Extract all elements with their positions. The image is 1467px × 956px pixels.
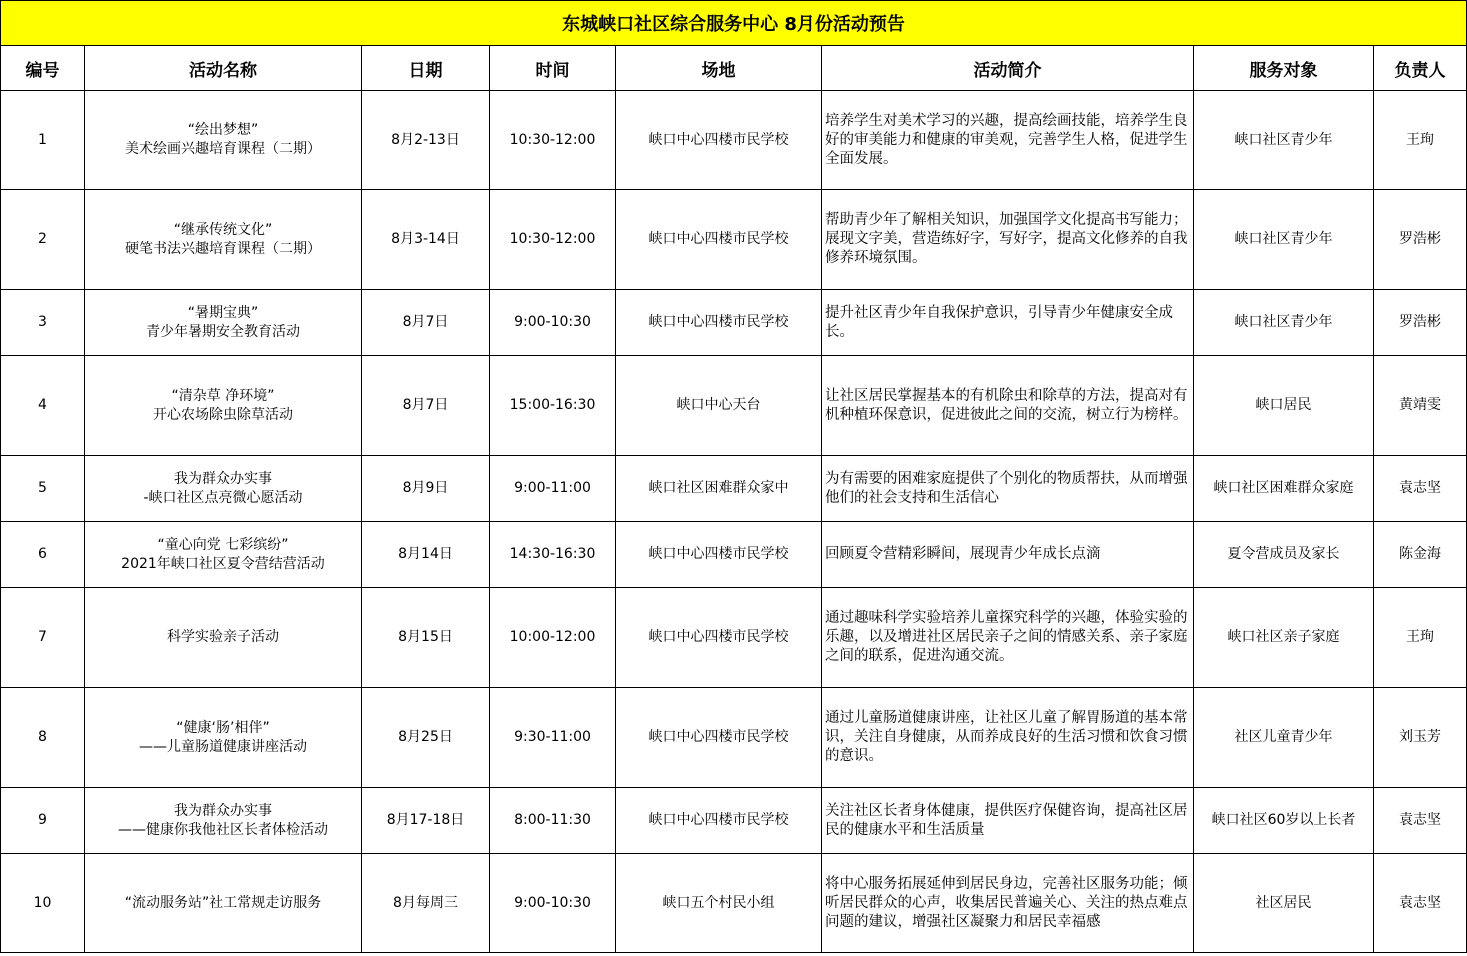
cell-desc: 为有需要的困难家庭提供了个别化的物质帮扶，从而增强他们的社会支持和生活信心	[822, 456, 1194, 522]
cell-desc: 通过儿童肠道健康讲座，让社区儿童了解胃肠道的基本常识，关注自身健康，从而养成良好的生活习惯和饮食习惯的意识。	[822, 688, 1194, 788]
table-row	[1, 588, 1467, 688]
cell-target: 峡口社区亲子家庭	[1194, 588, 1374, 688]
cell-venue: 峡口中心四楼市民学校	[616, 522, 822, 588]
cell-no: 4	[1, 356, 85, 456]
cell-venue: 峡口中心四楼市民学校	[616, 588, 822, 688]
cell-time: 9:00-10:30	[490, 854, 616, 953]
header-desc: 活动简介	[822, 46, 1194, 91]
cell-owner: 黄靖雯	[1374, 356, 1467, 456]
cell-venue: 峡口中心四楼市民学校	[616, 91, 822, 190]
cell-target: 峡口社区60岁以上长者	[1194, 788, 1374, 854]
cell-desc: 帮助青少年了解相关知识，加强国学文化提高书写能力；展现文字美，营造练好字，写好字，提高文化修养的自我修养环境氛围。	[822, 190, 1194, 290]
activity-name-line2: 开心农场除虫除草活动	[153, 406, 293, 423]
cell-target: 峡口居民	[1194, 356, 1374, 456]
cell-time: 10:30-12:00	[490, 91, 616, 190]
activity-name-line2: 硬笔书法兴趣培育课程（二期）	[125, 240, 321, 257]
cell-date: 8月25日	[362, 688, 490, 788]
header-name: 活动名称	[85, 46, 362, 91]
activity-name-line2: -峡口社区点亮微心愿活动	[143, 489, 303, 506]
cell-owner: 袁志坚	[1374, 456, 1467, 522]
cell-owner: 刘玉芳	[1374, 688, 1467, 788]
header-owner: 负责人	[1374, 46, 1467, 91]
table-row	[1, 688, 1467, 788]
cell-time: 8:00-11:30	[490, 788, 616, 854]
cell-owner: 陈金海	[1374, 522, 1467, 588]
cell-owner: 王珣	[1374, 588, 1467, 688]
cell-name	[85, 190, 362, 290]
cell-time: 10:00-12:00	[490, 588, 616, 688]
cell-name	[85, 588, 362, 688]
header-date: 日期	[362, 46, 490, 91]
header-row	[1, 46, 1467, 91]
header-no: 编号	[1, 46, 85, 91]
cell-name	[85, 356, 362, 456]
activity-name-line1: “健康‘肠’相伴”	[176, 719, 270, 736]
table-row	[1, 190, 1467, 290]
cell-no: 5	[1, 456, 85, 522]
activity-name-line2: ——健康你我他社区长者体检活动	[118, 821, 328, 838]
cell-no: 1	[1, 91, 85, 190]
cell-time: 10:30-12:00	[490, 190, 616, 290]
cell-date: 8月3-14日	[362, 190, 490, 290]
cell-venue: 峡口中心天台	[616, 356, 822, 456]
cell-target: 峡口社区青少年	[1194, 290, 1374, 356]
table-row	[1, 356, 1467, 456]
cell-venue: 峡口中心四楼市民学校	[616, 688, 822, 788]
cell-target: 社区居民	[1194, 854, 1374, 953]
table-row	[1, 91, 1467, 190]
cell-desc: 关注社区长者身体健康，提供医疗保健咨询，提高社区居民的健康水平和生活质量	[822, 788, 1194, 854]
activity-name-line1: 我为群众办实事	[174, 470, 272, 487]
cell-no: 2	[1, 190, 85, 290]
cell-name	[85, 788, 362, 854]
cell-owner: 袁志坚	[1374, 854, 1467, 953]
cell-name	[85, 522, 362, 588]
activity-name-line1: “绘出梦想”	[187, 122, 259, 138]
activity-name-line1: “童心向党 七彩缤纷”	[157, 536, 289, 553]
header-venue: 场地	[616, 46, 822, 91]
table-row	[1, 290, 1467, 356]
activity-name-line2: 美术绘画兴趣培育课程（二期）	[125, 141, 321, 157]
cell-desc: 将中心服务拓展延伸到居民身边，完善社区服务功能；倾听居民群众的心声，收集居民普遍关心、关注的热点难点问题的建议，增强社区凝聚力和居民幸福感	[822, 854, 1194, 953]
cell-no: 7	[1, 588, 85, 688]
cell-target: 峡口社区困难群众家庭	[1194, 456, 1374, 522]
activity-name-line2: 青少年暑期安全教育活动	[146, 323, 300, 340]
cell-owner: 罗浩彬	[1374, 190, 1467, 290]
cell-target: 社区儿童青少年	[1194, 688, 1374, 788]
table-row	[1, 854, 1467, 953]
cell-venue: 峡口中心四楼市民学校	[616, 290, 822, 356]
cell-date: 8月2-13日	[362, 91, 490, 190]
cell-time: 14:30-16:30	[490, 522, 616, 588]
cell-owner: 王珣	[1374, 91, 1467, 190]
cell-name	[85, 290, 362, 356]
table-row	[1, 522, 1467, 588]
activity-name-line1: “清杂草 净环境”	[171, 387, 275, 404]
cell-date: 8月7日	[362, 356, 490, 456]
cell-venue: 峡口中心四楼市民学校	[616, 788, 822, 854]
cell-venue: 峡口五个村民小组	[616, 854, 822, 953]
header-target: 服务对象	[1194, 46, 1374, 91]
cell-venue: 峡口社区困难群众家中	[616, 456, 822, 522]
cell-time: 9:30-11:00	[490, 688, 616, 788]
cell-no: 8	[1, 688, 85, 788]
cell-date: 8月9日	[362, 456, 490, 522]
activity-name-line1: “流动服务站”社工常规走访服务	[124, 894, 322, 911]
header-time: 时间	[490, 46, 616, 91]
activity-name-line1: 我为群众办实事	[174, 802, 272, 819]
table-row	[1, 788, 1467, 854]
activity-name-line1: “继承传统文化”	[173, 221, 273, 238]
cell-owner: 袁志坚	[1374, 788, 1467, 854]
cell-date: 8月15日	[362, 588, 490, 688]
cell-name	[85, 91, 362, 190]
cell-desc: 通过趣味科学实验培养儿童探究科学的兴趣，体验实验的乐趣，以及增进社区居民亲子之间的情感关系、亲子家庭之间的联系，促进沟通交流。	[822, 588, 1194, 688]
cell-name	[85, 688, 362, 788]
cell-time: 15:00-16:30	[490, 356, 616, 456]
cell-desc: 培养学生对美术学习的兴趣，提高绘画技能，培养学生良好的审美能力和健康的审美观，完善学生人格，促进学生全面发展。	[822, 91, 1194, 190]
table-title: 东城峡口社区综合服务中心 8月份活动预告	[1, 1, 1467, 46]
cell-target: 峡口社区青少年	[1194, 190, 1374, 290]
activity-name-line2: ——儿童肠道健康讲座活动	[139, 738, 307, 755]
cell-owner: 罗浩彬	[1374, 290, 1467, 356]
cell-target: 夏令营成员及家长	[1194, 522, 1374, 588]
activity-name-line1: 科学实验亲子活动	[167, 629, 279, 645]
cell-name	[85, 456, 362, 522]
cell-no: 3	[1, 290, 85, 356]
cell-no: 6	[1, 522, 85, 588]
cell-desc: 提升社区青少年自我保护意识，引导青少年健康安全成长。	[822, 290, 1194, 356]
cell-time: 9:00-11:00	[490, 456, 616, 522]
cell-target: 峡口社区青少年	[1194, 91, 1374, 190]
cell-desc: 回顾夏令营精彩瞬间，展现青少年成长点滴	[822, 522, 1194, 588]
cell-no: 10	[1, 854, 85, 953]
cell-date: 8月7日	[362, 290, 490, 356]
cell-name	[85, 854, 362, 953]
cell-date: 8月14日	[362, 522, 490, 588]
cell-time: 9:00-10:30	[490, 290, 616, 356]
activity-name-line2: 2021年峡口社区夏令营结营活动	[121, 555, 325, 572]
cell-no: 9	[1, 788, 85, 854]
table-row	[1, 456, 1467, 522]
cell-date: 8月17-18日	[362, 788, 490, 854]
cell-desc: 让社区居民掌握基本的有机除虫和除草的方法，提高对有机种植环保意识，促进彼此之间的交流，树立行为榜样。	[822, 356, 1194, 456]
cell-date: 8月每周三	[362, 854, 490, 953]
cell-venue: 峡口中心四楼市民学校	[616, 190, 822, 290]
activity-name-line1: “暑期宝典”	[187, 304, 259, 321]
